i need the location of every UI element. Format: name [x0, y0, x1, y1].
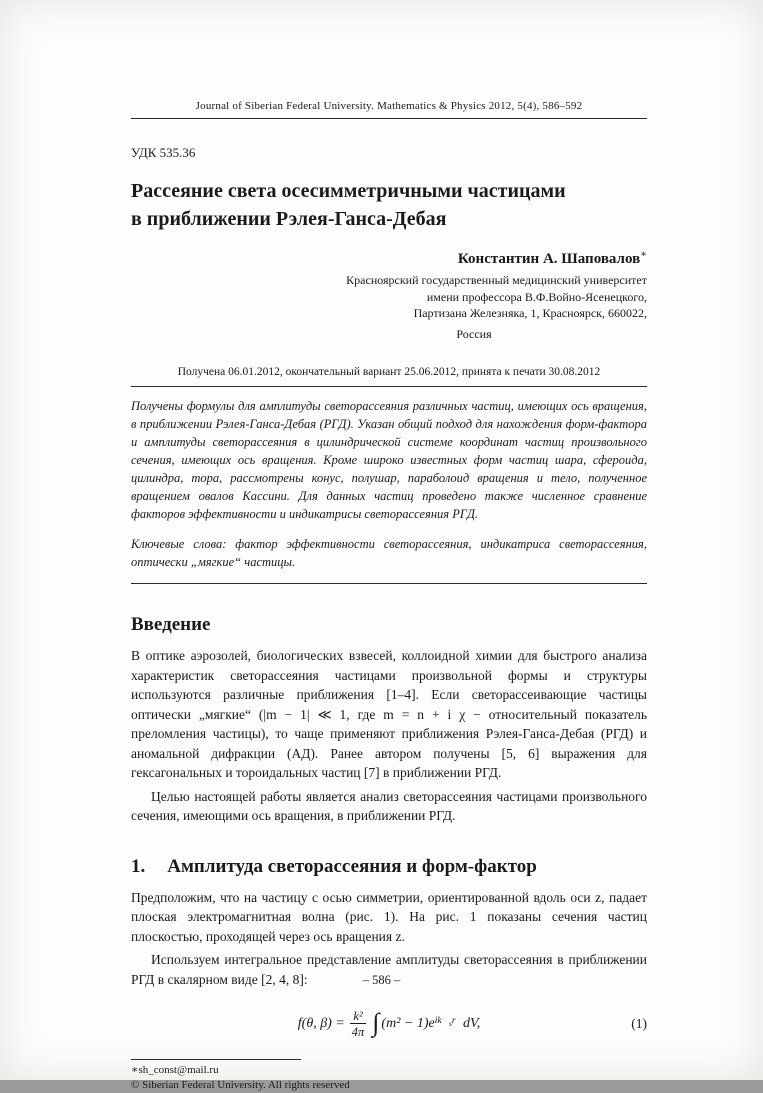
section-heading-introduction: Введение — [131, 614, 211, 635]
affiliation-line3: Партизана Железняка, 1, Красноярск, 660022, — [413, 306, 647, 320]
paper-title-line1: Рассеяние света осесимметричными частицами — [131, 180, 566, 202]
equation-number: (1) — [631, 1016, 647, 1031]
section1-paragraph-1: Предположим, что на частицу с осью симметрии, ориентированной вдоль оси z, падает плоская электромагнитная волна (рис. 1). На рис. 1 показаны сечения частиц плоскостью, проходящей через ось вращения z. — [131, 889, 647, 944]
affiliation-line1: Красноярский государственный медицинский университет — [346, 273, 647, 287]
page-number: – 586 – — [362, 973, 401, 987]
author-footnote-mark: ∗ — [640, 249, 647, 260]
journal-header-text: Journal of Siberian Federal University. Mathematics & Physics 2012, 5(4), 586–592 — [195, 100, 583, 112]
paper-title-line2: в приближении Рэлея-Ганса-Дебая — [131, 208, 447, 230]
author-name: Константин А. Шаповалов∗ — [457, 249, 647, 267]
intro-paragraph-1: В оптике аэрозолей, биологических взвесей, коллоидной химии для быстрого анализа характеристик светорассеяния частицами произвольной формы и структуры используются различные приближения [1–4]. Если светорассеивающие частицы оптически „мягкие“ (|m − 1| ≪ 1, где m = n + i χ − относительный показатель преломления частицы), то чаще применяют приближения Рэлея-Ганса-Дебая (РГД) и аномальной дифракции (АД). Ранее автором получены [5, 6] выражения для гексагональных и тороидальных частиц [7] в приближении РГД. — [131, 648, 647, 780]
udk-code: УДК 535.36 — [131, 145, 196, 160]
equation-lhs: f(θ, β) = — [297, 1016, 345, 1031]
equation-tail: dV, — [462, 1016, 481, 1031]
footnote-block — [131, 1059, 350, 1093]
section-1-title: Амплитуда светорассеяния и форм-фактор — [167, 855, 537, 877]
footnote-email: ∗sh_const@mail.ru — [131, 1064, 219, 1076]
equation-fraction — [350, 1009, 367, 1039]
affiliation-block — [131, 272, 647, 342]
equation-integrand: (m² − 1)e — [381, 1016, 435, 1031]
section-1-number: 1. — [131, 855, 146, 877]
integral-sign: ∫ — [372, 1008, 380, 1037]
section-heading-1 — [131, 856, 647, 878]
paper-title — [131, 177, 647, 233]
equation-denominator: 4π — [351, 1025, 365, 1039]
content-column — [131, 0, 647, 1093]
section1-paragraph-2: Используем интегральное представление амплитуды светорассеяния в приближении РГД в скалярном виде [2, 4, 8]: — [131, 952, 647, 987]
footnote-copyright: © Siberian Federal University. All rights reserved — [131, 1079, 350, 1091]
equation-numerator: k² — [353, 1009, 363, 1023]
intro-paragraph-2: Целью настоящей работы является анализ светорассеяния частицами произвольного сечения, имеющими ось вращения, в приближении РГД. — [131, 788, 647, 823]
equation-exponent: ik⃗sr⃗ — [434, 1016, 463, 1028]
received-dates: Получена 06.01.2012, окончательный вариант 25.06.2012, принята к печати 30.08.2012 — [131, 366, 647, 387]
affiliation-line2: имени профессора В.Ф.Войно-Ясенецкого, — [426, 289, 647, 304]
equation-1 — [131, 1003, 647, 1045]
keywords-text: Ключевые слова: фактор эффективности светорассеяния, индикатриса светорассеяния, оптически „мягкие“ частицы. — [131, 535, 647, 584]
abstract-text: Получены формулы для амплитуды светорассеяния различных частиц, имеющих ось вращения, в приближении Рэлея-Ганса-Дебая (РГД). Указан общий подход для нахождения форм-фактора и амплитуды светорассеяния в цилиндрической системе координат частиц произвольного сечения, имеющих ось вращения. Кроме широко известных форм частиц шара, сфероида, цилиндра, тора, рассмотрены конус, полушар, параболоид вращения и тело, полученное вращением овалов Кассини. Для данных частиц проведено также численное сравнение факторов эффективности и индикатрисы светорассеяния РГД. — [131, 399, 647, 521]
affiliation-country: Россия — [456, 326, 492, 341]
journal-header — [131, 100, 647, 119]
